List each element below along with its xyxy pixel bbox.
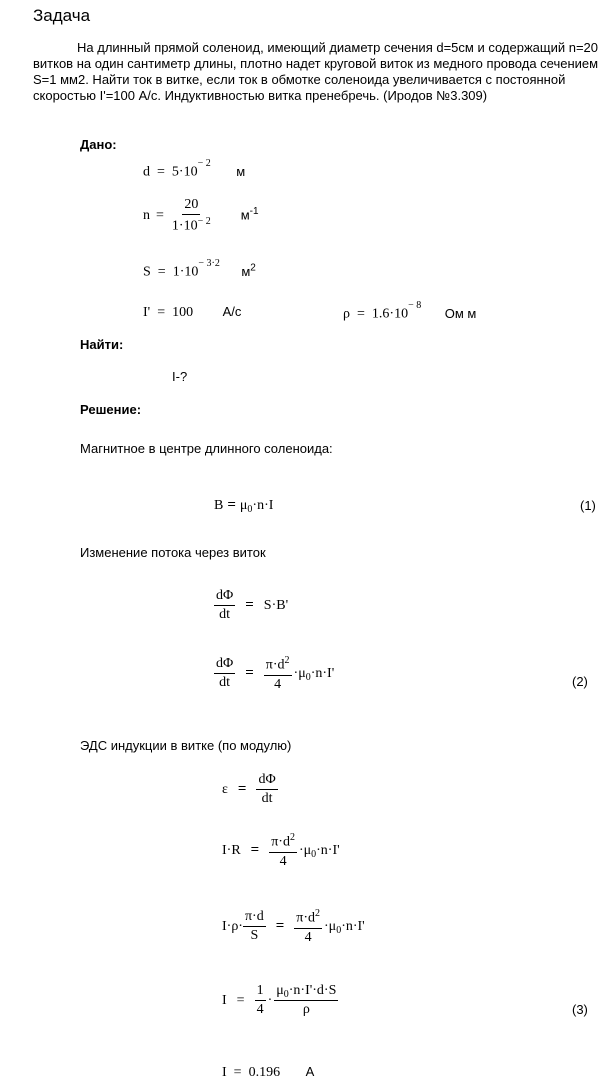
solution-text-1: Магнитное в центре длинного соленоида:: [80, 441, 333, 456]
find-item: I-?: [172, 369, 188, 384]
solution-text-3: ЭДС индукции в витке (по модулю): [80, 738, 292, 753]
equation-3c: I·ρ· $\frac{\pi\cdot d}{S}$ = $\frac{\pi\cdot d^2}{4}$ $\cdot\mu_0\cdot n\cdot I'$: [222, 908, 365, 945]
given-n-fraction: $\frac{20}{1\cdot 10^{- 2}}$: [171, 197, 211, 234]
page-title: Задача: [33, 6, 91, 25]
equation-1: $B = \mu_0\cdot n\cdot I$: [214, 497, 274, 515]
equation-2-number: (2): [572, 674, 588, 689]
given-heading: Дано:: [80, 137, 117, 152]
equation-2b: $\frac{d\Phi}{dt}$ = $\frac{\pi\cdot d^2}{4}$ $\cdot\mu_0\cdot n\cdot I'$: [216, 655, 335, 692]
solution-text-2: Изменение потока через виток: [80, 545, 266, 560]
given-d: $d = 5\cdot 10^{- 2}$ м: [143, 158, 246, 180]
given-Iprime: I' = 100 А/с: [143, 304, 242, 320]
problem-text: [33, 40, 603, 104]
equation-3b: I·R = $\frac{\pi\cdot d^2}{4}$ $\cdot\mu_0\cdot n\cdot I'$: [222, 832, 340, 869]
given-n: n = $\frac{20}{1\cdot 10^{- 2}}$ $м^{-1}$: [143, 197, 259, 234]
problem-statement: На длинный прямой соленоид, имеющий диаметр сечения d=5см и содержащий n=20 витков на один сантиметр длины, плотно надет круговой виток из медного провода сечением S=1 мм2. Найти ток в витке, если ток в обмотке соленоида увеличивается с постоянной скоростью I'=100 А/с. Индуктивностью витка пренебречь. (Иродов №3.309): [33, 40, 599, 103]
given-rho: $\rho = 1.6\cdot 10^{- 8}$ Ом м: [343, 300, 477, 322]
result: I = 0.196 А: [222, 1064, 315, 1080]
equation-1-number: (1): [580, 498, 596, 513]
given-S: $S = 1\cdot 10^{- 3\cdot 2}$ $м^2$: [143, 258, 256, 280]
find-heading: Найти:: [80, 337, 124, 352]
equation-2a: $\frac{d\Phi}{dt}$ = S·B': [216, 588, 289, 622]
equation-3-number: (3): [572, 1002, 588, 1017]
solution-heading: Решение:: [80, 402, 142, 417]
equation-3a: ε = $\frac{d\Phi}{dt}$: [222, 772, 276, 806]
equation-3d: I = $\frac{1}{4}$ · $\frac{\mu_0\cdot n\cdot I'\cdot d\cdot S}{\rho}$: [222, 983, 337, 1017]
